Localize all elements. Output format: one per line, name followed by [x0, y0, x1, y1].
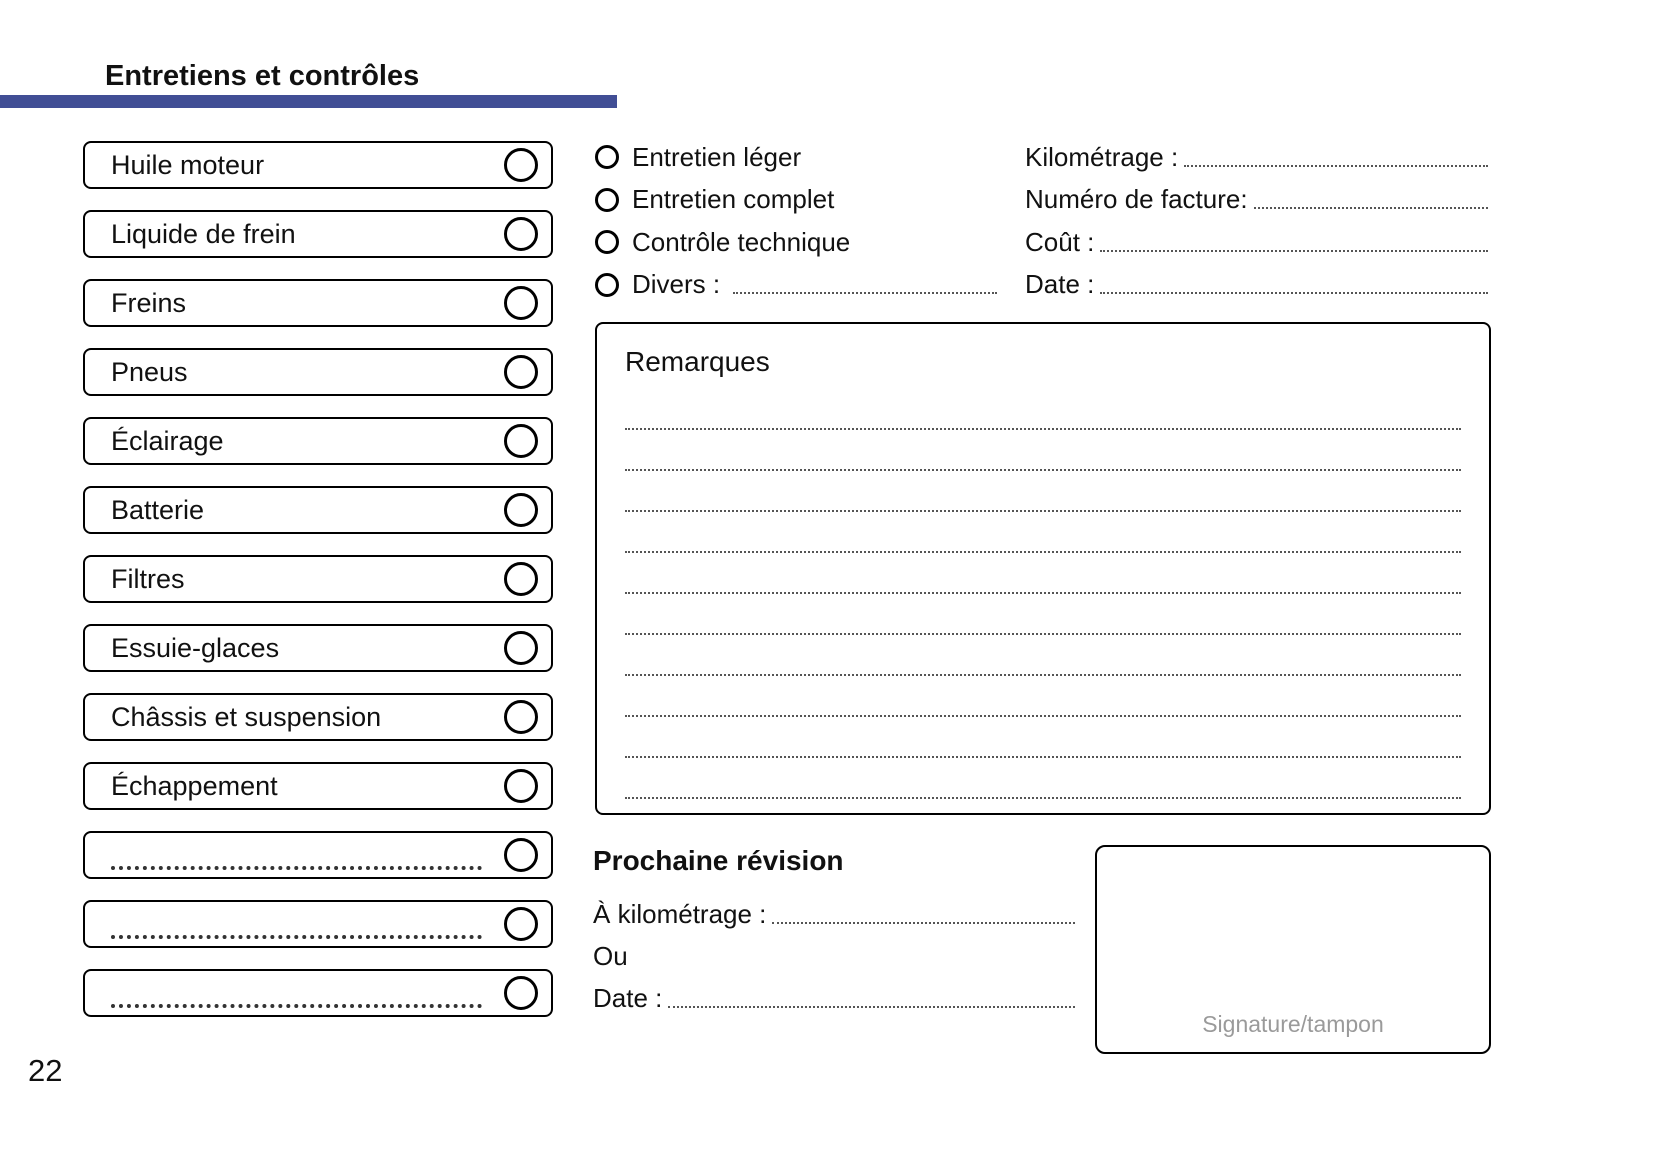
service-type-row	[595, 264, 997, 307]
check-circle[interactable]	[504, 700, 538, 734]
service-type-label: Entretien léger	[632, 141, 802, 172]
service-type-row	[595, 221, 997, 264]
page-title: Entretiens et contrôles	[105, 60, 420, 92]
remarks-fill-line[interactable]	[625, 430, 1461, 471]
service-type-label: Contrôle technique	[632, 226, 851, 257]
checklist-item	[83, 693, 553, 741]
checklist-item-label: Châssis et suspension	[111, 701, 382, 732]
invoice-field-label: Kilométrage :	[1025, 141, 1179, 172]
service-type-list	[595, 136, 997, 306]
checklist-item	[83, 141, 553, 189]
blank-fill-line[interactable]	[111, 909, 482, 939]
remarks-fill-line[interactable]	[625, 758, 1461, 799]
check-circle[interactable]	[504, 562, 538, 596]
checklist-item-label: Filtres	[111, 563, 185, 594]
invoice-field-fill-line[interactable]	[1100, 275, 1488, 294]
service-type-label: Divers :	[632, 269, 721, 300]
checklist-item-blank	[83, 831, 553, 879]
check-circle[interactable]	[504, 355, 538, 389]
checklist-item	[83, 210, 553, 258]
signature-box	[1095, 845, 1491, 1054]
next-service-date-label: Date :	[593, 982, 663, 1013]
checklist-item	[83, 555, 553, 603]
next-service-date-row	[593, 977, 1075, 1019]
next-service-section	[593, 845, 1075, 1019]
check-circle[interactable]	[504, 493, 538, 527]
blank-fill-line[interactable]	[111, 840, 482, 870]
check-circle[interactable]	[504, 424, 538, 458]
checklist	[83, 141, 553, 1017]
checklist-item	[83, 279, 553, 327]
service-type-label: Entretien complet	[632, 184, 835, 215]
remarks-lines	[625, 389, 1461, 799]
check-circle[interactable]	[504, 631, 538, 665]
remarks-fill-line[interactable]	[625, 512, 1461, 553]
check-circle[interactable]	[504, 907, 538, 941]
signature-label: Signature/tampon	[1202, 1011, 1384, 1037]
service-type-radio[interactable]	[595, 145, 619, 169]
check-circle[interactable]	[504, 769, 538, 803]
invoice-field-fill-line[interactable]	[1184, 148, 1488, 167]
check-circle[interactable]	[504, 217, 538, 251]
check-circle[interactable]	[504, 976, 538, 1010]
checklist-item-label: Essuie-glaces	[111, 632, 280, 663]
remarks-fill-line[interactable]	[625, 717, 1461, 758]
service-type-fill-line[interactable]	[733, 275, 997, 294]
next-service-km-row	[593, 893, 1075, 935]
next-service-or-label: Ou	[593, 940, 628, 971]
title-accent-bar	[0, 95, 617, 108]
invoice-field-fill-line[interactable]	[1254, 190, 1488, 209]
checklist-item-label: Batterie	[111, 494, 205, 525]
remarks-fill-line[interactable]	[625, 676, 1461, 717]
invoice-field-fill-line[interactable]	[1100, 233, 1488, 252]
invoice-field-label: Coût :	[1025, 226, 1095, 257]
remarks-fill-line[interactable]	[625, 553, 1461, 594]
service-type-radio[interactable]	[595, 188, 619, 212]
checklist-item-label: Éclairage	[111, 425, 224, 456]
next-service-date-fill-line[interactable]	[668, 989, 1075, 1008]
checklist-item-label: Échappement	[111, 770, 278, 801]
remarks-fill-line[interactable]	[625, 471, 1461, 512]
remarks-fill-line[interactable]	[625, 389, 1461, 430]
remarks-box	[595, 322, 1491, 815]
next-service-title: Prochaine révision	[593, 845, 844, 876]
invoice-field-label: Date :	[1025, 269, 1095, 300]
page-number: 22	[28, 1053, 63, 1088]
invoice-field-row	[1025, 136, 1488, 179]
service-type-row	[595, 179, 997, 222]
invoice-field-row	[1025, 179, 1488, 222]
check-circle[interactable]	[504, 838, 538, 872]
remarks-fill-line[interactable]	[625, 635, 1461, 676]
invoice-field-row	[1025, 221, 1488, 264]
checklist-item-blank	[83, 969, 553, 1017]
remarks-title: Remarques	[625, 346, 770, 377]
check-circle[interactable]	[504, 286, 538, 320]
next-service-km-fill-line[interactable]	[772, 905, 1075, 924]
next-service-km-label: À kilométrage :	[593, 898, 767, 929]
service-type-radio[interactable]	[595, 230, 619, 254]
checklist-item-label: Liquide de frein	[111, 218, 296, 249]
invoice-fields	[1025, 136, 1488, 306]
checklist-item	[83, 624, 553, 672]
check-circle[interactable]	[504, 148, 538, 182]
checklist-item-label: Pneus	[111, 356, 188, 387]
service-type-radio[interactable]	[595, 273, 619, 297]
checklist-item	[83, 417, 553, 465]
checklist-item-blank	[83, 900, 553, 948]
checklist-item	[83, 486, 553, 534]
checklist-item	[83, 348, 553, 396]
service-type-row	[595, 136, 997, 179]
invoice-field-row	[1025, 264, 1488, 307]
remarks-fill-line[interactable]	[625, 594, 1461, 635]
checklist-item	[83, 762, 553, 810]
checklist-item-label: Huile moteur	[111, 149, 265, 180]
checklist-item-label: Freins	[111, 287, 187, 318]
blank-fill-line[interactable]	[111, 978, 482, 1008]
invoice-field-label: Numéro de facture:	[1025, 184, 1248, 215]
